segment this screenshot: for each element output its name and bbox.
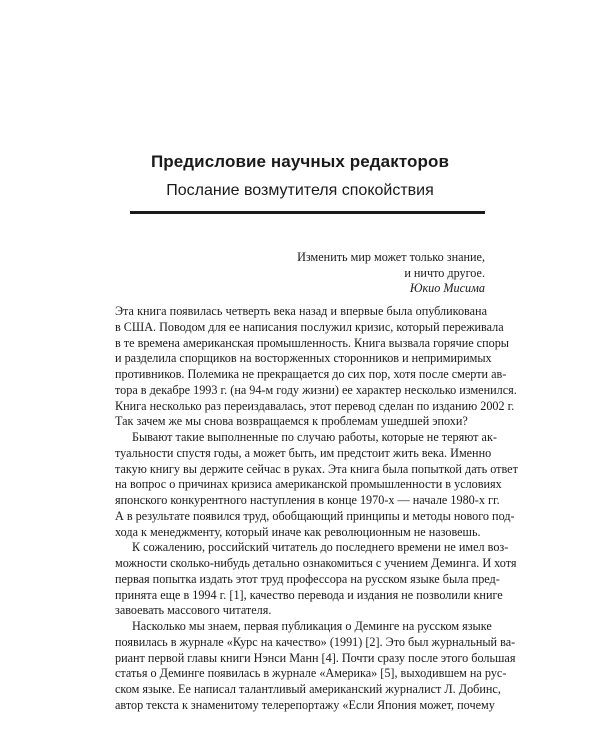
paragraph bbox=[115, 619, 516, 714]
text-line: принята еще в 1994 г. [1], качество перевода и издания не позволили книге bbox=[115, 587, 503, 602]
text-line: К сожалению, российский читатель до последнего времени не имел воз- bbox=[132, 540, 509, 555]
text-line: автор текста к знаменитому телерепортажу «Если Япония может, почему bbox=[115, 697, 495, 712]
text-line: и разделила спорщиков на восторженных сторонников и непримиримых bbox=[115, 351, 492, 366]
text-line: туальности спустя годы, а может быть, им предстоит жить века. Именно bbox=[115, 445, 492, 460]
paragraph bbox=[115, 430, 518, 540]
text-line: появилась в журнале «Курс на качество» (1991) [2]. Это был журнальный ва- bbox=[115, 634, 516, 649]
text-line: завоевать массового читателя. bbox=[115, 603, 272, 618]
text-line: ском языке. Ее написал талантливый американский журналист Л. Добинс, bbox=[115, 682, 501, 696]
text-line: в США. Поводом для ее написания послужил кризис, который переживала bbox=[115, 319, 504, 334]
paragraph bbox=[115, 304, 517, 430]
text-line: хода к менеджменту, который иначе как революционным не назовешь. bbox=[115, 524, 481, 539]
text-line: Бывают такие выполненные по случаю работы, которые не теряют ак- bbox=[132, 430, 497, 444]
page-title: Предисловие научных редакторов bbox=[150, 152, 450, 171]
text-line: риант первой главы книги Нэнси Манн [4]. Почти сразу после этого большая bbox=[115, 650, 516, 665]
paragraph bbox=[115, 540, 517, 619]
text-line: на вопрос о причинах кризиса американской промышленности в условиях bbox=[115, 477, 502, 492]
text-line: можности сколько-нибудь детально ознакомиться с учением Деминга. И хотя bbox=[115, 556, 517, 570]
epigraph-author: Юкио Мисима bbox=[409, 281, 485, 296]
text-line: Эта книга появилась четверть века назад и впервые была опубликована bbox=[115, 304, 487, 318]
text-line: тора в декабре 1993 г. (на 94-м году жизни) ее характер несколько изменился. bbox=[115, 382, 517, 397]
page-subtitle: Послание возмутителя спокойствия bbox=[166, 182, 434, 199]
title-divider bbox=[130, 211, 485, 214]
epigraph-line: и ничто другое. bbox=[404, 265, 485, 280]
text-line: противников. Полемика не прекращается до сих пор, хотя после смерти ав- bbox=[115, 367, 507, 381]
text-line: статья о Деминге появилась в журнале «Америка» [5], выходившем на рус- bbox=[115, 666, 507, 681]
text-line: Насколько мы знаем, первая публикация о Деминге на русском языке bbox=[132, 619, 492, 633]
epigraph bbox=[297, 250, 485, 297]
text-line: Книга несколько раз переиздавалась, этот перевод сделан по изданию 2002 г. bbox=[115, 398, 515, 413]
text-line: Так зачем же мы снова возвращаемся к проблемам ушедшей эпохи? bbox=[115, 414, 468, 429]
epigraph-line: Изменить мир может только знание, bbox=[297, 250, 485, 264]
text-line: такую книгу вы держите сейчас в руках. Эта книга была попыткой дать ответ bbox=[115, 461, 518, 476]
text-line: А в результате появился труд, обобщающий принципы и методы нового под- bbox=[115, 508, 515, 523]
text-line: в те времена американская промышленность. Книга вызвала горячие споры bbox=[115, 335, 509, 350]
text-line: японского конкурентного наступления в конце 1970-х — начале 1980-х гг. bbox=[115, 493, 500, 507]
text-line: первая попытка издать этот труд профессора на русском языке была пред- bbox=[115, 571, 500, 586]
body-text bbox=[115, 304, 518, 714]
